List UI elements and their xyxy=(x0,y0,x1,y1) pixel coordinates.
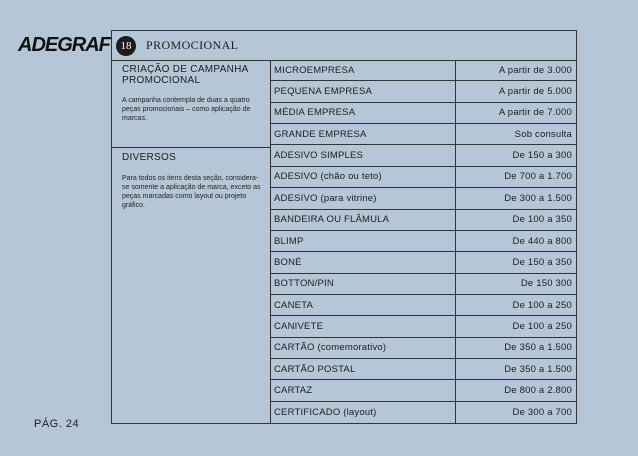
table-row xyxy=(271,295,576,316)
item-name: BOTTON/PIN xyxy=(271,274,456,294)
item-name: MÉDIA EMPRESA xyxy=(271,103,456,123)
item-name: CERTIFICADO (layout) xyxy=(271,402,456,423)
item-price: De 440 a 800 xyxy=(512,235,572,247)
section-header xyxy=(112,31,576,61)
item-name: BLIMP xyxy=(271,231,456,251)
item-price: De 150 a 350 xyxy=(512,256,572,268)
section-title: PROMOCIONAL xyxy=(146,38,239,52)
table-row xyxy=(271,103,576,124)
item-name: CARTAZ xyxy=(271,380,456,400)
table-row xyxy=(271,210,576,231)
item-price: De 800 a 2.800 xyxy=(504,385,572,397)
item-price: De 300 a 1.500 xyxy=(504,192,572,204)
category-title: DIVERSOS xyxy=(122,152,177,163)
table-row xyxy=(271,316,576,337)
item-price: A partir de 5.000 xyxy=(498,86,572,98)
category-column xyxy=(112,60,271,423)
table-row xyxy=(271,60,576,81)
item-name: ADESIVO (para vitrine) xyxy=(271,188,456,208)
page-number: PÁG. 24 xyxy=(34,418,80,430)
category-diversos xyxy=(112,148,270,210)
table-row xyxy=(271,231,576,252)
item-price: De 350 a 1.500 xyxy=(504,363,572,375)
table-row xyxy=(271,188,576,209)
item-name: CANIVETE xyxy=(271,316,456,336)
item-name: BANDEIRA OU FLÂMULA xyxy=(271,210,456,230)
item-price: De 150 300 xyxy=(520,278,572,290)
table-row xyxy=(271,359,576,380)
item-name: PEQUENA EMPRESA xyxy=(271,81,456,101)
item-price: De 700 a 1.700 xyxy=(504,171,572,183)
item-price: De 300 a 700 xyxy=(512,406,572,418)
category-note: A campanha contempla de duas a quatro peças promocionais – como aplicação de marcas. xyxy=(122,97,251,122)
item-price: De 350 a 1.500 xyxy=(504,342,572,354)
item-price: De 100 a 250 xyxy=(512,320,572,332)
item-name: GRANDE EMPRESA xyxy=(271,124,456,144)
category-note: Para todos os itens desta seção, considera-se somente a aplicação de marca, exceto as peças marcadas como layout ou projeto gráfico. xyxy=(122,175,261,209)
item-price: De 100 a 350 xyxy=(512,214,572,226)
category-campanha xyxy=(112,60,270,148)
table-row xyxy=(271,380,576,401)
item-price: A partir de 7.000 xyxy=(498,107,572,119)
table-row xyxy=(271,274,576,295)
item-name: CARTÃO POSTAL xyxy=(271,359,456,379)
item-name: CARTÃO (comemorativo) xyxy=(271,338,456,358)
price-table xyxy=(111,30,577,424)
item-price: A partir de 3.000 xyxy=(498,64,572,76)
table-row xyxy=(271,252,576,273)
item-name: MICROEMPRESA xyxy=(271,60,456,80)
item-price: Sob consulta xyxy=(514,128,572,140)
item-name: BONÉ xyxy=(271,252,456,272)
item-name: CANETA xyxy=(271,295,456,315)
table-row xyxy=(271,145,576,166)
table-row xyxy=(271,167,576,188)
table-row xyxy=(271,402,576,423)
item-name: ADESIVO SIMPLES xyxy=(271,145,456,165)
section-number-badge: 18 xyxy=(116,36,136,56)
table-row xyxy=(271,81,576,102)
item-name: ADESIVO (chão ou teto) xyxy=(271,167,456,187)
table-row xyxy=(271,124,576,145)
item-price: De 150 a 300 xyxy=(512,150,572,162)
category-title: CRIAÇÃO DE CAMPANHA PROMOCIONAL xyxy=(122,64,249,86)
table-row xyxy=(271,338,576,359)
adegraf-logo: ADEGRAF xyxy=(18,34,110,56)
price-rows xyxy=(271,60,576,423)
item-price: De 100 a 250 xyxy=(512,299,572,311)
